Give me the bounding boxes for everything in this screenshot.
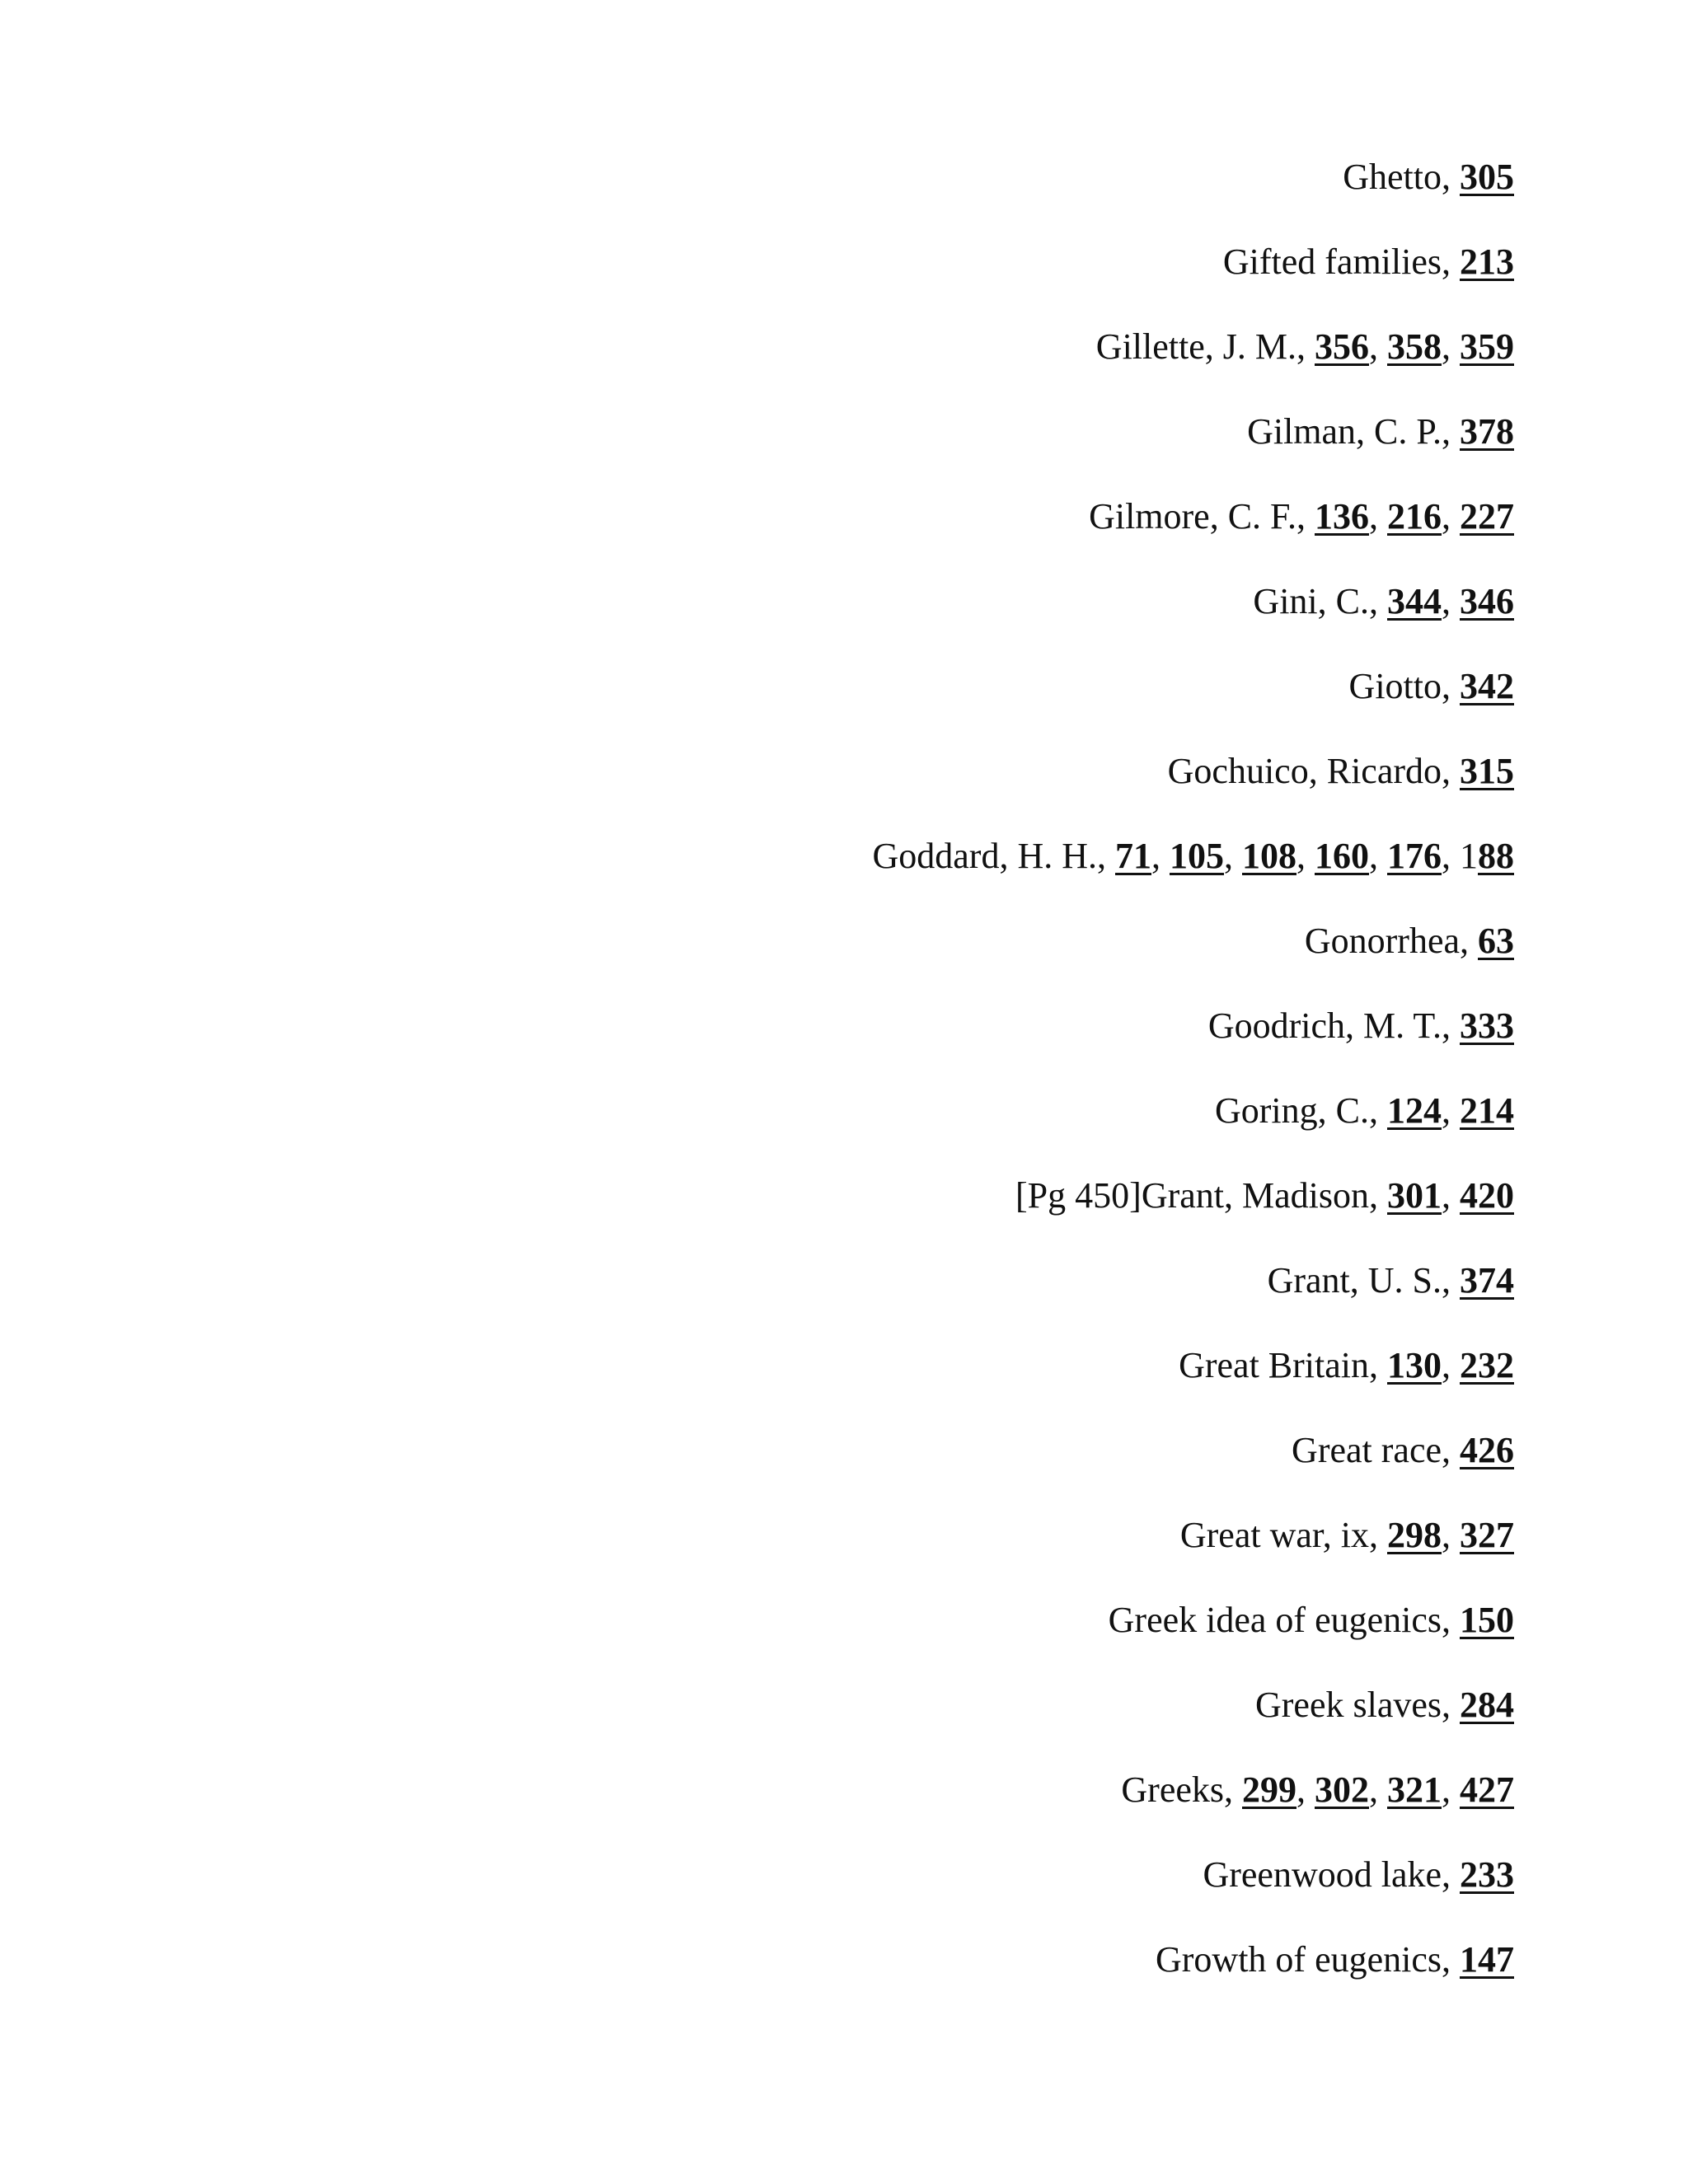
index-entry: Gonorrhea, 63: [1304, 921, 1514, 961]
page-link[interactable]: 378: [1460, 411, 1514, 452]
index-term: Gilmore, C. F.: [1089, 496, 1296, 537]
index-term: Great race: [1292, 1430, 1442, 1470]
page-link[interactable]: 105: [1170, 836, 1224, 876]
index-term: Goring, C.: [1215, 1090, 1369, 1131]
index-term: Greek slaves: [1254, 1685, 1442, 1725]
index-entry: Gifted families, 213: [1222, 241, 1514, 282]
index-entry: Greeks, 299, 302, 321, 427: [1121, 1769, 1514, 1810]
page-link[interactable]: 302: [1315, 1769, 1369, 1810]
page-link[interactable]: 333: [1460, 1005, 1514, 1046]
index-term: Growth of eugenics: [1155, 1939, 1442, 1980]
page-link[interactable]: 358: [1387, 326, 1442, 367]
index-list: [195, 150, 1514, 2018]
index-entry: Great war, ix, 298, 327: [1179, 1515, 1514, 1555]
page-link[interactable]: 108: [1242, 836, 1296, 876]
page-link[interactable]: 305: [1460, 157, 1514, 197]
index-entry: Growth of eugenics, 147: [1155, 1939, 1514, 1980]
index-entry: Greek idea of eugenics, 150: [1108, 1600, 1514, 1640]
index-entry: Greek slaves, 284: [1254, 1685, 1514, 1725]
page-link[interactable]: 359: [1460, 326, 1514, 367]
page-link[interactable]: 321: [1387, 1769, 1442, 1810]
index-entry: Goring, C., 124, 214: [1215, 1090, 1514, 1131]
index-term: Ghetto: [1343, 157, 1442, 197]
index-term: Gilman, C. P.: [1247, 411, 1442, 452]
index-term: Gifted families: [1222, 241, 1442, 282]
index-term: Great Britain: [1179, 1345, 1369, 1385]
index-term: Giotto: [1348, 666, 1442, 706]
page-link[interactable]: 227: [1460, 496, 1514, 537]
index-term: Grant, U. S.: [1267, 1260, 1442, 1301]
page-link[interactable]: 232: [1460, 1345, 1514, 1385]
page-link[interactable]: 176: [1387, 836, 1442, 876]
index-term: Gini, C.: [1253, 581, 1369, 621]
index-entry: Goodrich, M. T., 333: [1207, 1005, 1514, 1046]
index-term: Gillette, J. M.: [1095, 326, 1296, 367]
index-entry: Grant, U. S., 374: [1267, 1260, 1514, 1301]
page-link[interactable]: 420: [1460, 1175, 1514, 1216]
index-entry: Ghetto, 305: [1343, 157, 1514, 197]
page-link[interactable]: 344: [1387, 581, 1442, 621]
index-entry: Goddard, H. H., 71, 105, 108, 160, 176, 188: [872, 836, 1514, 876]
page-link[interactable]: 63: [1478, 921, 1514, 961]
index-term: Gonorrhea: [1304, 921, 1460, 961]
page-link[interactable]: 356: [1315, 326, 1369, 367]
index-entry: Gini, C., 344, 346: [1253, 581, 1514, 621]
index-term: Goodrich, M. T.: [1207, 1005, 1442, 1046]
page-link[interactable]: 150: [1460, 1600, 1514, 1640]
page-link[interactable]: 130: [1387, 1345, 1442, 1385]
page-marker: [Pg 450]: [1015, 1175, 1142, 1216]
page-link[interactable]: 213: [1460, 241, 1514, 282]
index-entry: Gochuico, Ricardo, 315: [1167, 751, 1514, 791]
index-entry: Gilman, C. P., 378: [1247, 411, 1514, 452]
index-entry: Giotto, 342: [1348, 666, 1514, 706]
page-link[interactable]: 427: [1460, 1769, 1514, 1810]
page-link[interactable]: 71: [1115, 836, 1151, 876]
page-link[interactable]: 327: [1460, 1515, 1514, 1555]
index-term: Greenwood lake: [1203, 1854, 1442, 1895]
index-term: Greeks: [1121, 1769, 1224, 1810]
page-link[interactable]: 299: [1242, 1769, 1296, 1810]
index-entry: Greenwood lake, 233: [1203, 1854, 1514, 1895]
index-term: Greek idea of eugenics: [1108, 1600, 1442, 1640]
page-link[interactable]: 214: [1460, 1090, 1514, 1131]
page-link[interactable]: 315: [1460, 751, 1514, 791]
page-link[interactable]: 88: [1478, 836, 1514, 876]
page-link[interactable]: 147: [1460, 1939, 1514, 1980]
index-entry: [Pg 450]Grant, Madison, 301, 420: [1015, 1175, 1514, 1216]
index-term: Grant, Madison: [1141, 1175, 1369, 1216]
page-link[interactable]: 284: [1460, 1685, 1514, 1725]
page-number-fragment: 1: [1460, 836, 1478, 876]
page-link[interactable]: 298: [1387, 1515, 1442, 1555]
page-link[interactable]: 342: [1460, 666, 1514, 706]
page-link[interactable]: 233: [1460, 1854, 1514, 1895]
index-entry: Gilmore, C. F., 136, 216, 227: [1089, 496, 1514, 537]
index-term: Goddard, H. H.: [872, 836, 1097, 876]
page-link[interactable]: 426: [1460, 1430, 1514, 1470]
page-link[interactable]: 124: [1387, 1090, 1442, 1131]
page-link[interactable]: 160: [1315, 836, 1369, 876]
index-entry: Gillette, J. M., 356, 358, 359: [1095, 326, 1514, 367]
index-term: Gochuico, Ricardo: [1167, 751, 1442, 791]
page-link[interactable]: 216: [1387, 496, 1442, 537]
page-link[interactable]: 136: [1315, 496, 1369, 537]
page-link[interactable]: 374: [1460, 1260, 1514, 1301]
page-link[interactable]: 301: [1387, 1175, 1442, 1216]
index-entry: Great Britain, 130, 232: [1179, 1345, 1514, 1385]
index-entry: Great race, 426: [1292, 1430, 1514, 1470]
index-term: Great war, ix: [1179, 1515, 1369, 1555]
page-link[interactable]: 346: [1460, 581, 1514, 621]
